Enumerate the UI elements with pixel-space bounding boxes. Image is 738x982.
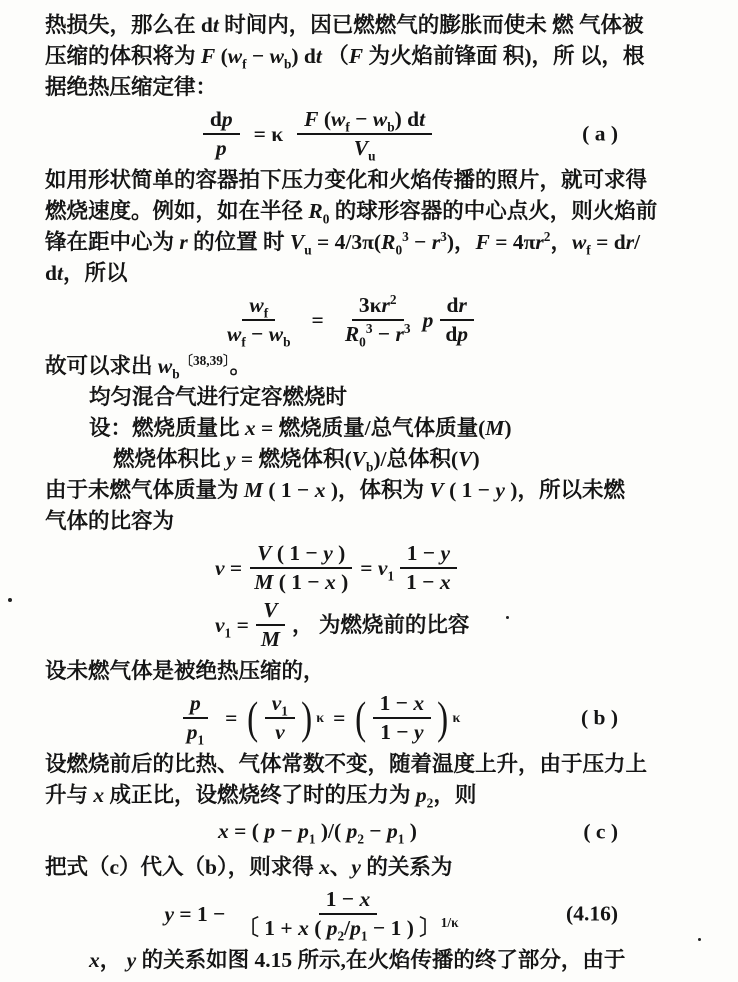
body-text-line: 气体的比容为 [45, 509, 175, 533]
body-text-line: dt，所以 [45, 261, 128, 285]
equation-b [45, 691, 710, 748]
fraction [254, 599, 287, 651]
fraction-denominator: p [215, 136, 227, 160]
fraction-denominator: 1 − y [380, 720, 424, 744]
fraction [338, 291, 418, 350]
fraction-numerator: V ( 1 − y ) [250, 542, 352, 569]
body-text-line: 燃烧速度。例如，如在半径 $R_0$ 的球形容器的中心点火，则火焰前 [45, 199, 658, 227]
operator: = [225, 705, 238, 730]
fraction [265, 692, 295, 744]
fraction-numerator: 1 − y [400, 542, 457, 569]
body-text-line: 热损失，那么在 dt 时间内，因已燃燃气的膨胀而使未 燃 气体被 [45, 13, 644, 37]
operator: = [333, 705, 346, 730]
body-text-line: 设未燃气体是被绝热压缩的， [45, 659, 325, 683]
math-term: = $v_1$ [360, 555, 395, 583]
equation-v1-definition [45, 599, 710, 651]
body-text-line: x， y 的关系如图 4.15 所示,在火焰传播的终了部分，由于 [89, 948, 626, 972]
equation-label-b: ( b ) [580, 705, 618, 730]
body-text-line: 把式（c）代入（b），则求得 x、y 的关系为 [45, 855, 453, 879]
fraction-denominator: $R_0^3 - r^3$ [344, 320, 411, 350]
fraction-denominator: M ( 1 − x ) [254, 570, 349, 594]
body-text-line: 由于未燃气体质量为 M ( 1 − x )，体积为 V ( 1 − y )，所以未燃 [45, 478, 625, 502]
scan-speck [506, 616, 509, 619]
equation-label-a: ( a ) [582, 121, 618, 146]
math-term: y = 1 − [164, 901, 226, 926]
exponent-kappa: κ [316, 710, 325, 726]
equation-note: ， 为燃烧前的比容 [291, 612, 470, 637]
fraction [399, 542, 458, 594]
left-paren: ( [247, 692, 259, 744]
fraction-denominator: 〔 1 + x ( $p_2/p_1 - 1$ ) 〕$^{1/\kappa}$ [237, 914, 459, 944]
body-text-line: 据绝热压缩定律： [45, 75, 218, 99]
body-text-line: 设：燃烧质量比 x = 燃烧质量/总气体质量(M) [89, 416, 512, 440]
fraction [297, 107, 432, 164]
left-paren: ( [355, 692, 367, 744]
body-text-line: 故可以求出 $w_b^{〔38,39〕}$。 [45, 352, 252, 382]
exponent-kappa: κ [452, 710, 461, 726]
equation-label-c: ( c ) [583, 819, 618, 843]
fraction-numerator: F $(w_f - w_b)$ dt [297, 108, 432, 135]
body-text-line: 锋在距中心为 r 的位置 时 $V_u = 4/3\pi(R_0^3 - r^3)$，$F = 4\pi r^2$，$w_f = dr/$ [45, 228, 641, 258]
fraction-numerator: 1 − x [373, 692, 432, 719]
fraction-denominator: 1 − x [406, 570, 451, 594]
scan-speck [8, 598, 12, 602]
equation-flame-speed [45, 291, 710, 350]
fraction [438, 294, 475, 346]
operator: = κ [253, 121, 284, 146]
body-text-line: 燃烧体积比 y = 燃烧体积$(V_b)/$总体积(V) [113, 447, 480, 475]
fraction-denominator: $V_u$ [353, 136, 376, 164]
fraction-denominator: dp [445, 322, 469, 346]
fraction-numerator: dr [440, 294, 474, 321]
fraction-numerator: $3\kappa r^2$ [352, 294, 404, 321]
fraction-denominator: v [275, 720, 285, 744]
math-term: x = ( $p - p_1$ )/( $p_2 - p_1$ ) [218, 819, 417, 847]
fraction-numerator: $w_f$ [242, 294, 275, 321]
operator: = [311, 307, 324, 332]
fraction-denominator: $p_1$ [186, 720, 205, 748]
fraction [180, 691, 211, 748]
fraction-numerator: $v_1$ [265, 692, 295, 719]
right-paren: ) [301, 692, 313, 744]
equation-a [45, 107, 710, 164]
fraction-numerator: p [183, 692, 208, 719]
fraction-numerator: V [256, 599, 284, 626]
equation-c [45, 816, 710, 847]
fraction [373, 692, 432, 744]
math-term: $v_1$ = [215, 612, 249, 640]
equation-specific-volume [45, 542, 710, 594]
fraction [203, 108, 240, 160]
body-text-line: 升与 x 成正比，设燃烧终了时的压力为 $p_2$，则 [45, 783, 477, 811]
fraction-numerator: dp [203, 108, 240, 135]
right-paren: ) [437, 692, 449, 744]
equation-4-16 [45, 887, 710, 944]
fraction [247, 542, 355, 594]
fraction-denominator: $w_f - w_b$ [226, 322, 291, 350]
fraction [230, 887, 465, 944]
body-text-line: 压缩的体积将为 F $(w_f - w_b)$ dt （F 为火焰前锋面 积)，所 以，根 [45, 44, 645, 72]
fraction-denominator: M [260, 627, 280, 651]
equation-label-4-16: (4.16) [566, 901, 618, 926]
body-text-line: 均匀混合气进行定容燃烧时 [89, 385, 348, 409]
math-term: v = [215, 555, 243, 580]
body-text-line: 设燃烧前后的比热、气体常数不变，随着温度上升，由于压力上 [45, 752, 648, 776]
scan-speck [698, 938, 701, 941]
fraction [220, 293, 298, 350]
math-term: p [422, 307, 434, 332]
fraction-numerator: 1 − x [319, 888, 378, 915]
body-text-line: 如用形状简单的容器拍下压力变化和火焰传播的照片，就可求得 [45, 168, 648, 192]
